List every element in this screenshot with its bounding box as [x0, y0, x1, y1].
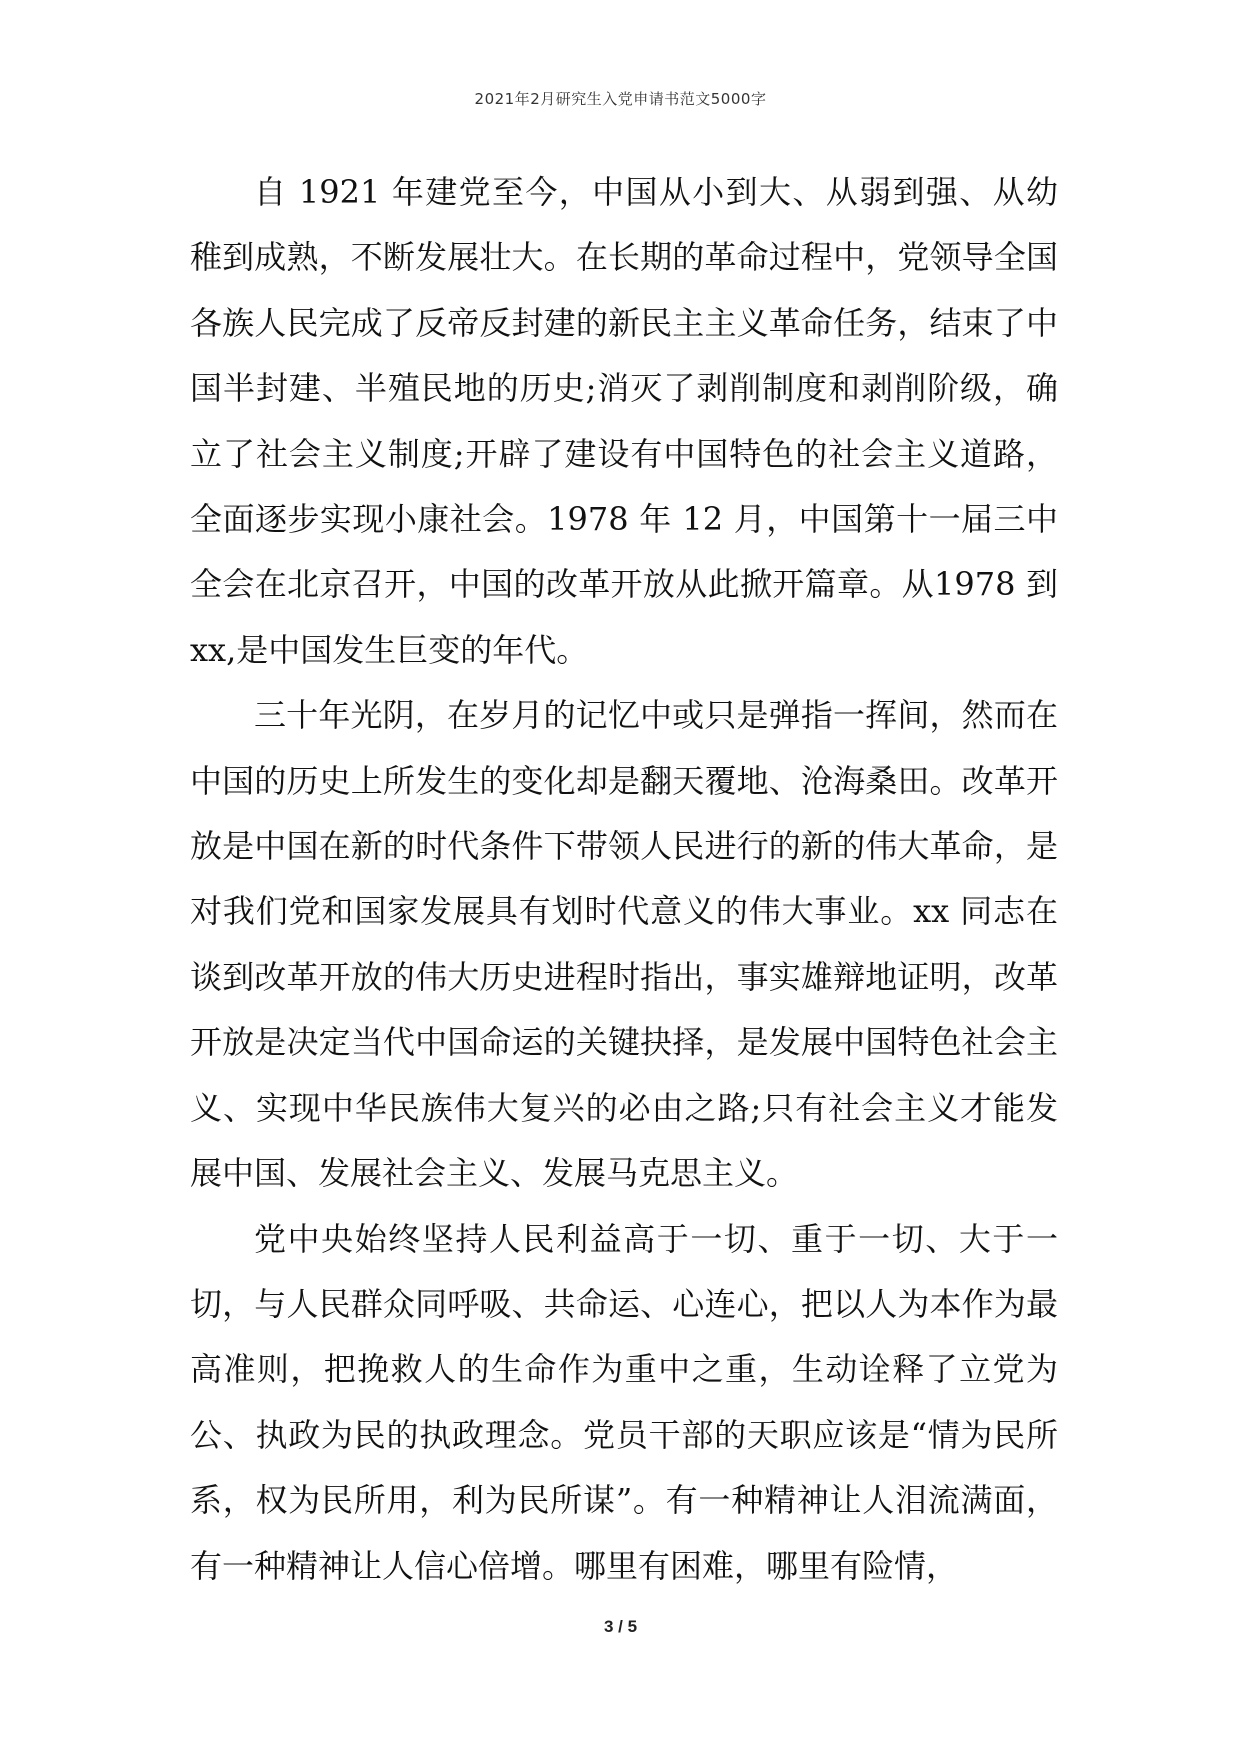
paragraph-2: 三十年光阴，在岁月的记忆中或只是弹指一挥间，然而在中国的历史上所发生的变化却是翻天覆地、沧海桑田。改革开放是中国在新的时代条件下带领人民进行的新的伟大革命，是对我们党和国家发展具有划时代意义的伟大事业。xx 同志在谈到改革开放的伟大历史进程时指出，事实雄辩地证明，改革开放是决定当代中国命运的关键抉择，是发展中国特色社会主义、实现中华民族伟大复兴的必由之路;只有社会主义才能发展中国、发展社会主义、发展马克思主义。 [190, 696, 1058, 1193]
document-body [190, 160, 1069, 1599]
page-number: 3 / 5 [603, 1617, 638, 1636]
page-header-title: 2021年2月研究生入党申请书范文5000字 [474, 90, 767, 108]
paragraph-1: 自 1921 年建党至今，中国从小到大、从弱到强、从幼稚到成熟，不断发展壮大。在长期的革命过程中，党领导全国各族人民完成了反帝反封建的新民主主义革命任务，结束了中国半封建、半殖民地的历史;消灭了剥削制度和剥削阶级，确立了社会主义制度;开辟了建设有中国特色的社会主义道路，全面逐步实现小康社会。1978 年 12 月，中国第十一届三中全会在北京召开，中国的改革开放从此掀开篇章。从1978 到 xx,是中国发生巨变的年代。 [190, 173, 1069, 669]
paragraph-3: 党中央始终坚持人民利益高于一切、重于一切、大于一切，与人民群众同呼吸、共命运、心连心，把以人为本作为最高准则，把挽救人的生命作为重中之重，生动诠释了立党为公、执政为民的执政理念。党员干部的天职应该是“情为民所系，权为民所用，利为民所谋”。有一种精神让人泪流满面，有一种精神让人信心倍增。哪里有困难，哪里有险情， [190, 1219, 1058, 1585]
